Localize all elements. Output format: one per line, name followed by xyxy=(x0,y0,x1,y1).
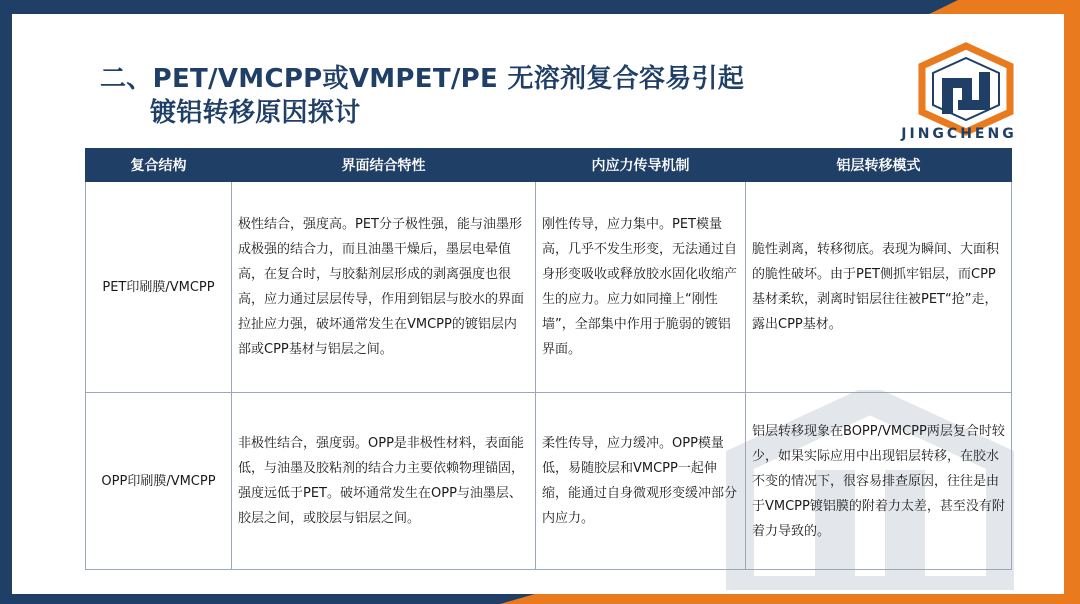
table-row xyxy=(86,393,1012,570)
slide-title-line1: 二、PET/VMCPP或VMPET/PE 无溶剂复合容易引起 xyxy=(100,64,745,94)
bottom-frame-orange xyxy=(500,594,1080,604)
header-structure: 复合结构 xyxy=(86,149,232,182)
cell-stress: 柔性传导，应力缓冲。OPP模量低，易随胶层和VMCPP一起伸缩，能通过自身微观形变缓冲部分内应力。 xyxy=(536,393,746,570)
slide-title xyxy=(100,62,744,130)
header-stress: 内应力传导机制 xyxy=(536,149,746,182)
cell-transfer: 脆性剥离，转移彻底。表现为瞬间、大面积的脆性破坏。由于PET侧抓牢铝层，而CPP基材柔软，剥离时铝层往往被PET“抢”走，露出CPP基材。 xyxy=(746,182,1012,393)
cell-structure: OPP印刷膜/VMCPP xyxy=(86,393,232,570)
right-frame xyxy=(1064,0,1080,604)
cell-stress: 刚性传导，应力集中。PET模量高，几乎不发生形变，无法通过自身形变吸收或释放胶水固化收缩产生的应力。应力如同撞上“刚性墙”，全部集中作用于脆弱的镀铝界面。 xyxy=(536,182,746,393)
cell-transfer: 铝层转移现象在BOPP/VMCPP两层复合时较少，如果实际应用中出现铝层转移，在胶水不变的情况下，很容易排查原因，往往是由于VMCPP镀铝膜的附着力太差，甚至没有附着力导致的。 xyxy=(746,393,1012,570)
cell-interface: 极性结合，强度高。PET分子极性强，能与油墨形成极强的结合力，而且油墨干燥后，墨层电晕值高，在复合时，与胶黏剂层形成的剥离强度也很高，应力通过层层传导，作用到铝层与胶水的界面拉扯应力强，破坏通常发生在VMCPP的镀铝层内部或CPP基材与铝层之间。 xyxy=(232,182,536,393)
header-interface: 界面结合特性 xyxy=(232,149,536,182)
table-header-row xyxy=(86,149,1012,182)
cell-structure: PET印刷膜/VMCPP xyxy=(86,182,232,393)
slide-title-line2: 镀铝转移原因探讨 xyxy=(150,98,361,128)
table-row xyxy=(86,182,1012,393)
cell-interface: 非极性结合，强度弱。OPP是非极性材料，表面能低，与油墨及胶粘剂的结合力主要依赖物理锚固，强度远低于PET。破坏通常发生在OPP与油墨层、胶层之间，或胶层与铝层之间。 xyxy=(232,393,536,570)
top-frame-blue xyxy=(0,0,958,14)
left-frame xyxy=(0,0,12,604)
header-transfer: 铝层转移模式 xyxy=(746,149,1012,182)
comparison-table xyxy=(85,148,1012,570)
logo-wordmark: JINGCHENG xyxy=(901,126,1017,142)
